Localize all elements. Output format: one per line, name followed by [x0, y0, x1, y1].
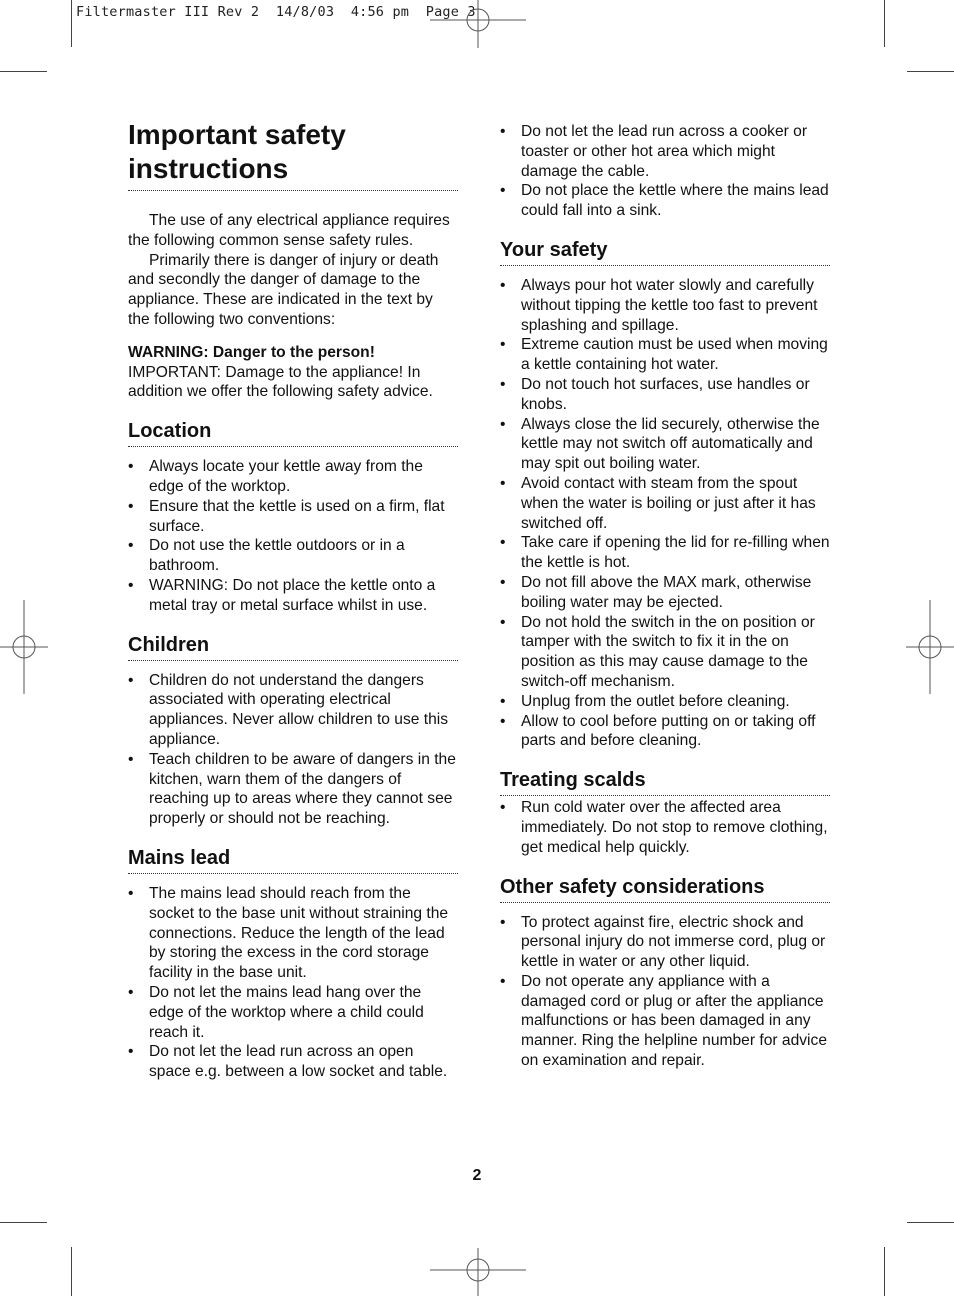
list-item: • Run cold water over the affected area immediately. Do not stop to remove clothing, get medical help quickly.	[500, 799, 828, 856]
bullet-icon: •	[128, 576, 134, 594]
mains-lead-list	[128, 884, 458, 1082]
registration-mark-left	[0, 600, 48, 694]
children-list	[128, 671, 458, 829]
crop-mark	[0, 1222, 47, 1223]
bullet-icon: •	[128, 884, 134, 902]
bullet-icon: •	[128, 537, 134, 555]
bullet-icon: •	[128, 750, 134, 768]
bullet-icon: •	[128, 497, 134, 515]
list-item: • Do not touch hot surfaces, use handles or knobs.	[500, 375, 810, 413]
section-heading-location: Location	[128, 419, 458, 447]
page-title: Important safety instructions	[128, 118, 458, 191]
list-item: • Do not place the kettle where the mains lead could fall into a sink.	[500, 182, 829, 220]
other-safety-list	[500, 913, 830, 1071]
location-list	[128, 457, 458, 615]
registration-mark-top	[430, 0, 526, 48]
bullet-icon: •	[128, 671, 134, 689]
treating-scalds-list	[500, 798, 830, 857]
bullet-icon: •	[128, 983, 134, 1001]
intro-paragraph: The use of any electrical appliance requires the following common sense safety rules.	[128, 212, 450, 249]
bullet-icon: •	[500, 712, 506, 730]
list-item: • Always locate your kettle away from the edge of the worktop.	[128, 458, 423, 495]
section-heading-other-safety: Other safety considerations	[500, 875, 830, 903]
list-item: • Do not operate any appliance with a damaged cord or plug or after the appliance malfunctions or has been damaged in any manner. Ring the helpline number for advice on examination and repair.	[500, 972, 827, 1070]
bullet-icon: •	[500, 972, 506, 990]
list-item: • Extreme caution must be used when moving a kettle containing hot water.	[500, 336, 828, 374]
intro	[128, 211, 458, 330]
page-number: 2	[472, 1167, 482, 1184]
bullet-icon: •	[500, 534, 506, 552]
section-heading-children: Children	[128, 633, 458, 661]
bullet-icon: •	[500, 375, 506, 393]
list-item: • Children do not understand the dangers associated with operating electrical appliances. Never allow children to use this appliance.	[128, 671, 449, 748]
bullet-icon: •	[128, 458, 134, 476]
left-column	[128, 118, 458, 1082]
registration-mark-right	[906, 600, 954, 694]
crop-mark	[71, 0, 72, 47]
bullet-icon: •	[500, 415, 506, 433]
list-item: • Always pour hot water slowly and carefully without tipping the kettle too fast to prevent splashing and spillage.	[500, 276, 818, 334]
list-item: • Do not hold the switch in the on position or tamper with the switch to fix it in the on position as this may cause damage to the switch-off mechanism.	[500, 613, 815, 690]
list-item: • Do not fill above the MAX mark, otherwise boiling water may be ejected.	[500, 573, 812, 611]
list-item: • Take care if opening the lid for re-filling when the kettle is hot.	[500, 534, 830, 572]
crop-mark	[0, 71, 47, 72]
list-item: • Do not let the lead run across a cooker or toaster or other hot area which might damage the cable.	[500, 123, 808, 180]
list-item: • Do not use the kettle outdoors or in a bathroom.	[128, 537, 405, 575]
list-item: • Avoid contact with steam from the spout when the water is boiling or just after it has switched off.	[500, 474, 816, 532]
bullet-icon: •	[500, 573, 506, 591]
list-item: • The mains lead should reach from the socket to the base unit without straining the connections. Reduce the length of the lead by storing the excess in the cord storage facility in the base unit.	[128, 884, 449, 982]
bullet-icon: •	[500, 799, 506, 817]
bullet-icon: •	[500, 613, 506, 631]
list-item: • Always close the lid securely, otherwise the kettle may not switch off automatically and may spit out boiling water.	[500, 415, 820, 473]
crop-mark	[884, 1247, 885, 1296]
list-item: • To protect against fire, electric shock and personal injury do not immerse cord, plug or kettle in water or any other liquid.	[500, 913, 826, 971]
right-column	[500, 122, 830, 1071]
bullet-icon: •	[500, 336, 506, 354]
crop-mark	[907, 1222, 954, 1223]
intro-paragraph: Primarily there is danger of injury or death and secondly the danger of damage to the appliance. These are indicated in the text by the following two conventions:	[128, 251, 439, 328]
list-item: • Do not let the mains lead hang over the edge of the worktop where a child could reach it.	[128, 983, 424, 1041]
list-item: • Ensure that the kettle is used on a firm, flat surface.	[128, 497, 445, 535]
list-item: • WARNING: Do not place the kettle onto a metal tray or metal surface whilst in use.	[128, 576, 436, 614]
conventions	[128, 343, 458, 402]
list-item: • Do not let the lead run across an open space e.g. between a low socket and table.	[128, 1043, 448, 1081]
your-safety-list	[500, 276, 830, 751]
crop-mark	[71, 1247, 72, 1296]
bullet-icon: •	[500, 913, 506, 931]
list-item: • Unplug from the outlet before cleaning.	[500, 692, 790, 710]
important-convention: IMPORTANT: Damage to the appliance! In addition we offer the following safety advice.	[128, 363, 433, 401]
bullet-icon: •	[500, 692, 506, 710]
warning-convention: WARNING: Danger to the person!	[128, 343, 375, 361]
bullet-icon: •	[128, 1043, 134, 1061]
section-heading-treating-scalds: Treating scalds	[500, 768, 830, 796]
bullet-icon: •	[500, 474, 506, 492]
printer-slug: Filtermaster III Rev 2 14/8/03 4:56 pm Page 3	[76, 4, 476, 20]
bullet-icon: •	[500, 182, 506, 200]
crop-mark	[907, 71, 954, 72]
section-heading-your-safety: Your safety	[500, 238, 830, 266]
mains-lead-continued-list	[500, 122, 830, 221]
bullet-icon: •	[500, 276, 506, 294]
list-item: • Teach children to be aware of dangers in the kitchen, warn them of the dangers of reaching up to areas where they cannot see properly or should not be reaching.	[128, 750, 456, 828]
list-item: • Allow to cool before putting on or taking off parts and before cleaning.	[500, 712, 816, 750]
crop-mark	[884, 0, 885, 47]
bullet-icon: •	[500, 123, 506, 140]
registration-mark-bottom	[430, 1248, 526, 1296]
section-heading-mains-lead: Mains lead	[128, 846, 458, 874]
